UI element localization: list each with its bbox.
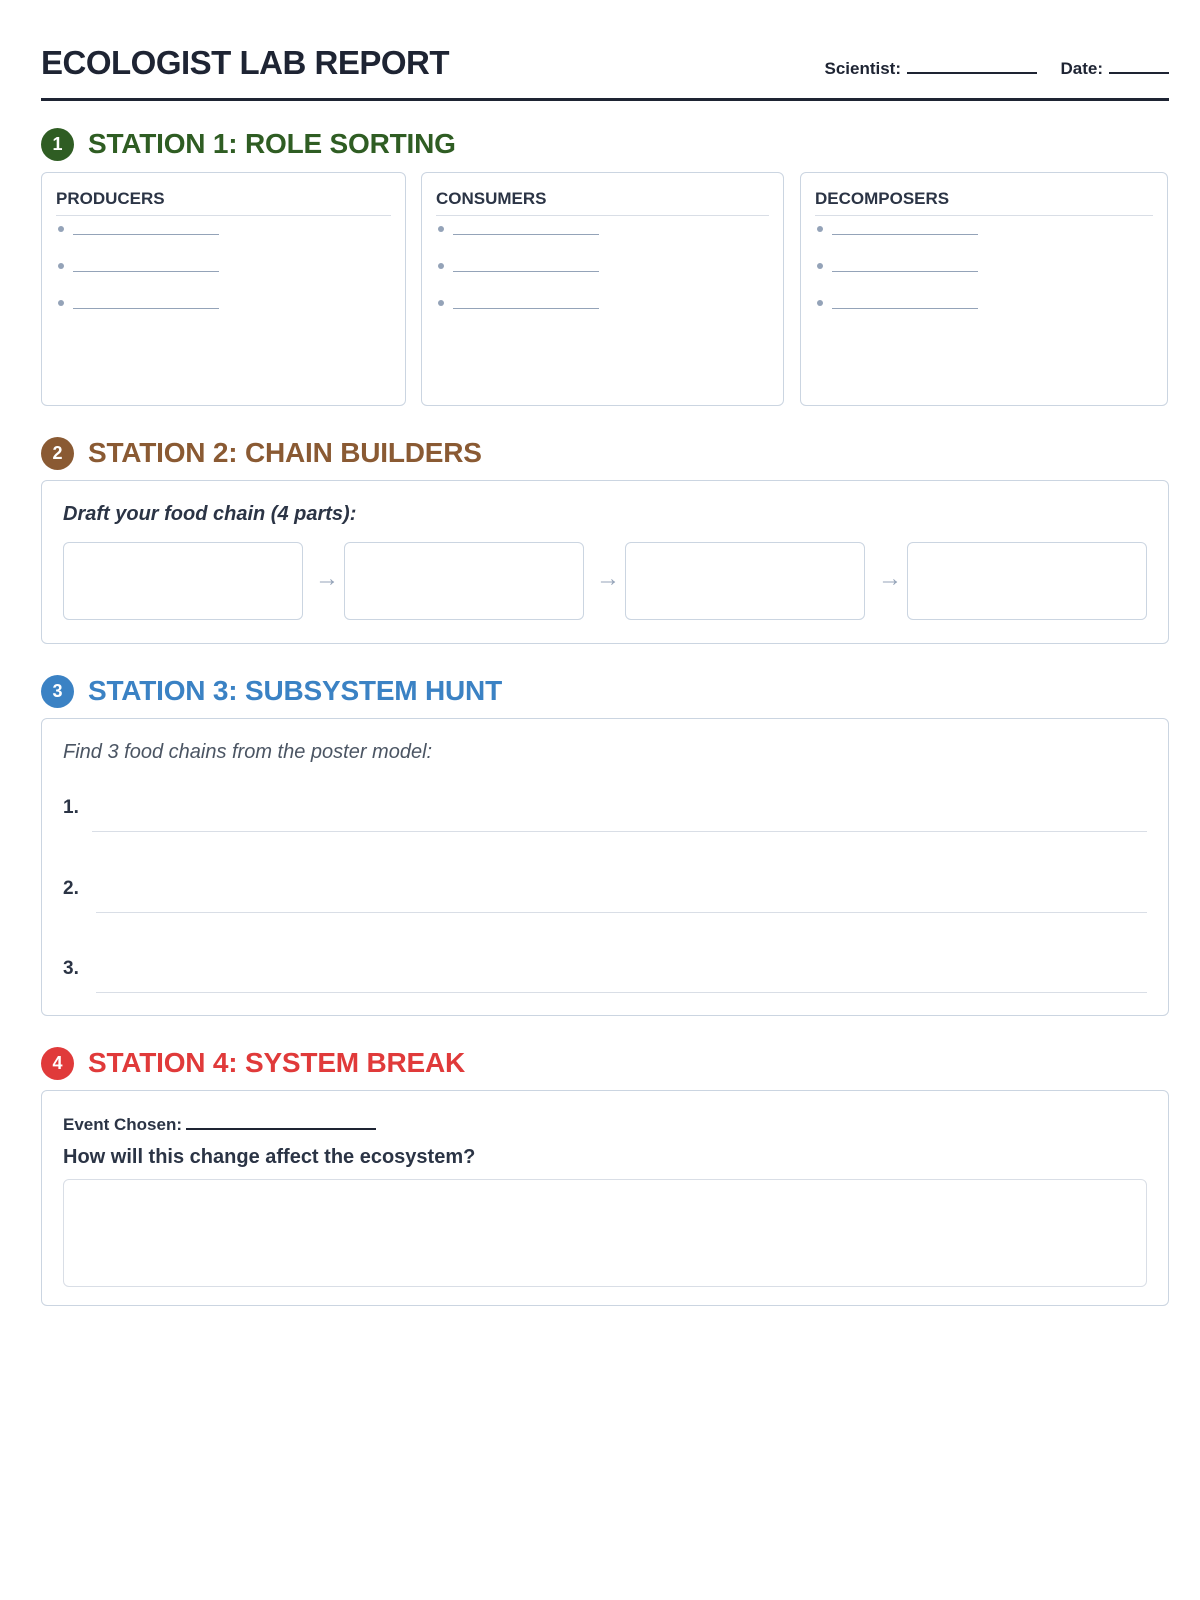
chain-builder-card — [41, 480, 1169, 644]
station4-heading — [41, 1046, 465, 1080]
header-meta — [824, 59, 1169, 79]
scientist-label: Scientist: — [824, 59, 902, 78]
list-item[interactable] — [817, 223, 978, 235]
chain-box-2[interactable] — [344, 542, 584, 620]
chain-prompt: Draft your food chain (4 parts): — [63, 503, 357, 525]
decomposers-column — [800, 172, 1168, 406]
hunt-prompt: Find 3 food chains from the poster model: — [63, 741, 433, 763]
producers-heading: PRODUCERS — [56, 189, 391, 216]
effect-answer-box[interactable] — [63, 1179, 1147, 1287]
report-header — [41, 42, 1169, 101]
station3-number-badge: 3 — [41, 675, 74, 708]
station4-number-badge: 4 — [41, 1047, 74, 1080]
arrow-right-icon: → — [878, 565, 902, 592]
item-number: 2. — [63, 878, 79, 899]
scientist-name-field[interactable] — [907, 71, 1037, 74]
consumers-column — [421, 172, 784, 406]
subsystem-hunt-card — [41, 718, 1169, 1016]
list-item[interactable] — [438, 223, 599, 235]
effect-question: How will this change affect the ecosystem? — [63, 1146, 476, 1168]
event-chosen — [63, 1115, 376, 1135]
event-chosen-field[interactable] — [186, 1128, 376, 1130]
list-item[interactable] — [817, 297, 978, 309]
list-item[interactable] — [438, 260, 599, 272]
chain-box-4[interactable] — [907, 542, 1147, 620]
list-item[interactable] — [817, 260, 978, 272]
station1-number-badge: 1 — [41, 128, 74, 161]
item-number: 1. — [63, 797, 79, 818]
station3-heading — [41, 674, 502, 708]
arrow-right-icon: → — [596, 565, 620, 592]
event-chosen-label: Event Chosen: — [63, 1115, 183, 1134]
arrow-right-icon: → — [315, 565, 339, 592]
answer-line-2[interactable] — [96, 912, 1147, 913]
date-field[interactable] — [1109, 71, 1169, 74]
list-item[interactable] — [438, 297, 599, 309]
chain-box-3[interactable] — [625, 542, 865, 620]
station2-title: STATION 2: CHAIN BUILDERS — [88, 437, 482, 468]
system-break-card — [41, 1090, 1169, 1306]
producers-column — [41, 172, 406, 406]
station4-title: STATION 4: SYSTEM BREAK — [88, 1047, 466, 1078]
answer-line-3[interactable] — [96, 992, 1147, 993]
chain-box-1[interactable] — [63, 542, 303, 620]
station3-title: STATION 3: SUBSYSTEM HUNT — [88, 675, 502, 706]
station1-title: STATION 1: ROLE SORTING — [88, 128, 456, 159]
station1-heading — [41, 127, 456, 161]
consumers-heading: CONSUMERS — [436, 189, 769, 216]
list-item[interactable] — [58, 260, 219, 272]
item-number: 3. — [63, 958, 79, 979]
station2-heading — [41, 436, 482, 470]
decomposers-heading: DECOMPOSERS — [815, 189, 1153, 216]
list-item[interactable] — [58, 297, 219, 309]
date-label: Date: — [1060, 59, 1103, 78]
answer-line-1[interactable] — [92, 831, 1147, 832]
station2-number-badge: 2 — [41, 437, 74, 470]
page-title: ECOLOGIST LAB REPORT — [41, 44, 450, 81]
list-item[interactable] — [58, 223, 219, 235]
